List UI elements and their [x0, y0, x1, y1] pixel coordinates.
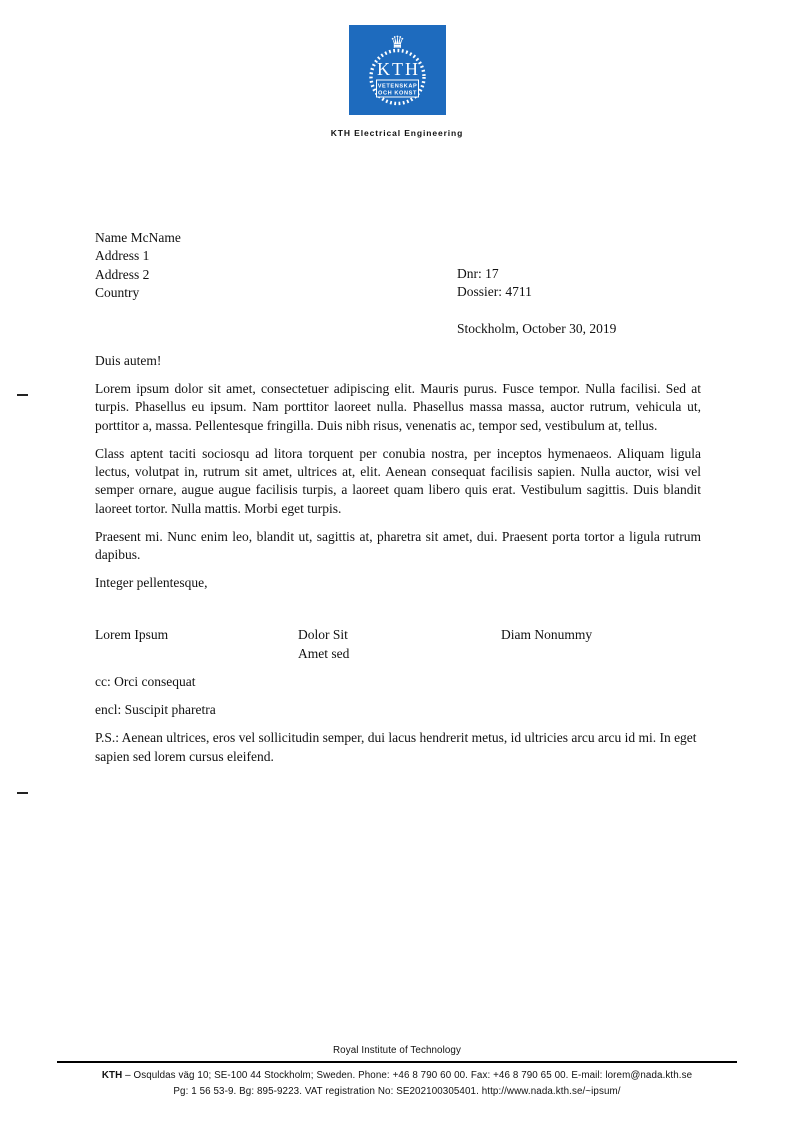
place-date-line: Stockholm, October 30, 2019: [457, 321, 617, 336]
footer-contact-line: [0, 1068, 794, 1085]
crown-icon: ♛: [389, 33, 405, 53]
closing-phrase: Integer pellentesque,: [95, 575, 208, 591]
encl-line: encl: Suscipit pharetra: [95, 702, 216, 718]
recipient-name: Name McName: [95, 230, 181, 245]
recipient-address-line2: Address 2: [95, 266, 150, 282]
body-paragraph: Class aptent taciti sociosqu ad litora torquent per conubia nostra, per inceptos hymenaeos. Aliquam ligula lectus, volutpat in, rutrum sit amet, ultrices at, elit. Aenean consequat facilisis sapien. Nulla auctor, wisi vel semper ornare, augue augue facilisis turpis, a laoreet quam libero quis erat. Vestibulum sagittis. Duis blandit laoreet tortor. Nulla mattis. Morbi eget turpis.: [95, 445, 701, 516]
department-name: KTH Electrical Engineering: [330, 128, 464, 138]
logo-motto-line2: OCH KONST: [377, 90, 417, 97]
logo-motto-line1: VETENSKAP: [377, 83, 417, 90]
ps-line: P.S.: Aenean ultrices, eros vel sollicitudin semper, dui lacus hendrerit metus, id ultricies arcu arcu id mi. In eget sapien sed lorem cursus eleifend.: [95, 730, 697, 764]
cc-line: cc: Orci consequat: [95, 674, 196, 690]
signature-name: Diam Nonummy: [501, 627, 593, 643]
footer-registration-line: Pg: 1 56 53-9. Bg: 895-9223. VAT registration No: SE202100305401. http://www.nada.kth.se/~ipsum/: [173, 1086, 621, 1098]
reference-block: [457, 265, 532, 302]
signature-name: Lorem Ipsum: [95, 627, 169, 643]
kth-logo: [349, 25, 446, 115]
recipient-country: Country: [95, 285, 140, 301]
signature-column: [95, 626, 298, 663]
letterhead: [0, 25, 794, 138]
signature-row: [95, 626, 701, 663]
signature-name: Dolor Sit: [298, 627, 348, 643]
fold-mark-bottom: [17, 792, 28, 794]
footer-contact-text: – Osquldas väg 10; SE-100 44 Stockholm; Sweden. Phone: +46 8 790 60 00. Fax: +46 8 790 65 00. E-mail: lorem@nada.kth.se: [122, 1069, 693, 1081]
footer-kth-label: KTH: [101, 1069, 123, 1081]
dnr-reference: Dnr: 17: [457, 266, 499, 281]
institute-name: Royal Institute of Technology: [333, 1045, 461, 1056]
recipient-address-line1: Address 1: [95, 248, 150, 264]
recipient-address: [95, 229, 181, 303]
signature-column: [298, 626, 501, 663]
logo-kth-text: KTH: [376, 59, 420, 79]
page-footer: [0, 1045, 794, 1101]
fold-mark-top: [17, 394, 28, 396]
body-paragraph: Praesent mi. Nunc enim leo, blandit ut, sagittis at, pharetra sit amet, dui. Praesent porta tortor a ligula rutrum dapibus.: [95, 528, 701, 563]
footer-rule: [57, 1061, 737, 1063]
dossier-reference: Dossier: 4711: [457, 284, 532, 300]
signature-column: [501, 626, 701, 663]
letter-body: [95, 352, 701, 775]
salutation: Duis autem!: [95, 353, 162, 368]
signature-extra: Amet sed: [298, 645, 350, 661]
body-paragraph: Lorem ipsum dolor sit amet, consectetuer adipiscing elit. Mauris purus. Fusce tempor. Nulla facilisi. Sed at turpis. Phasellus eu ipsum. Nam porttitor laoreet nulla. Phasellus massa massa, auctor rutrum, vehicula ut, porttitor a, massa. Pellentesque fringilla. Duis nibh risus, venenatis ac, tempor sed, vestibulum at, tellus.: [95, 380, 701, 433]
